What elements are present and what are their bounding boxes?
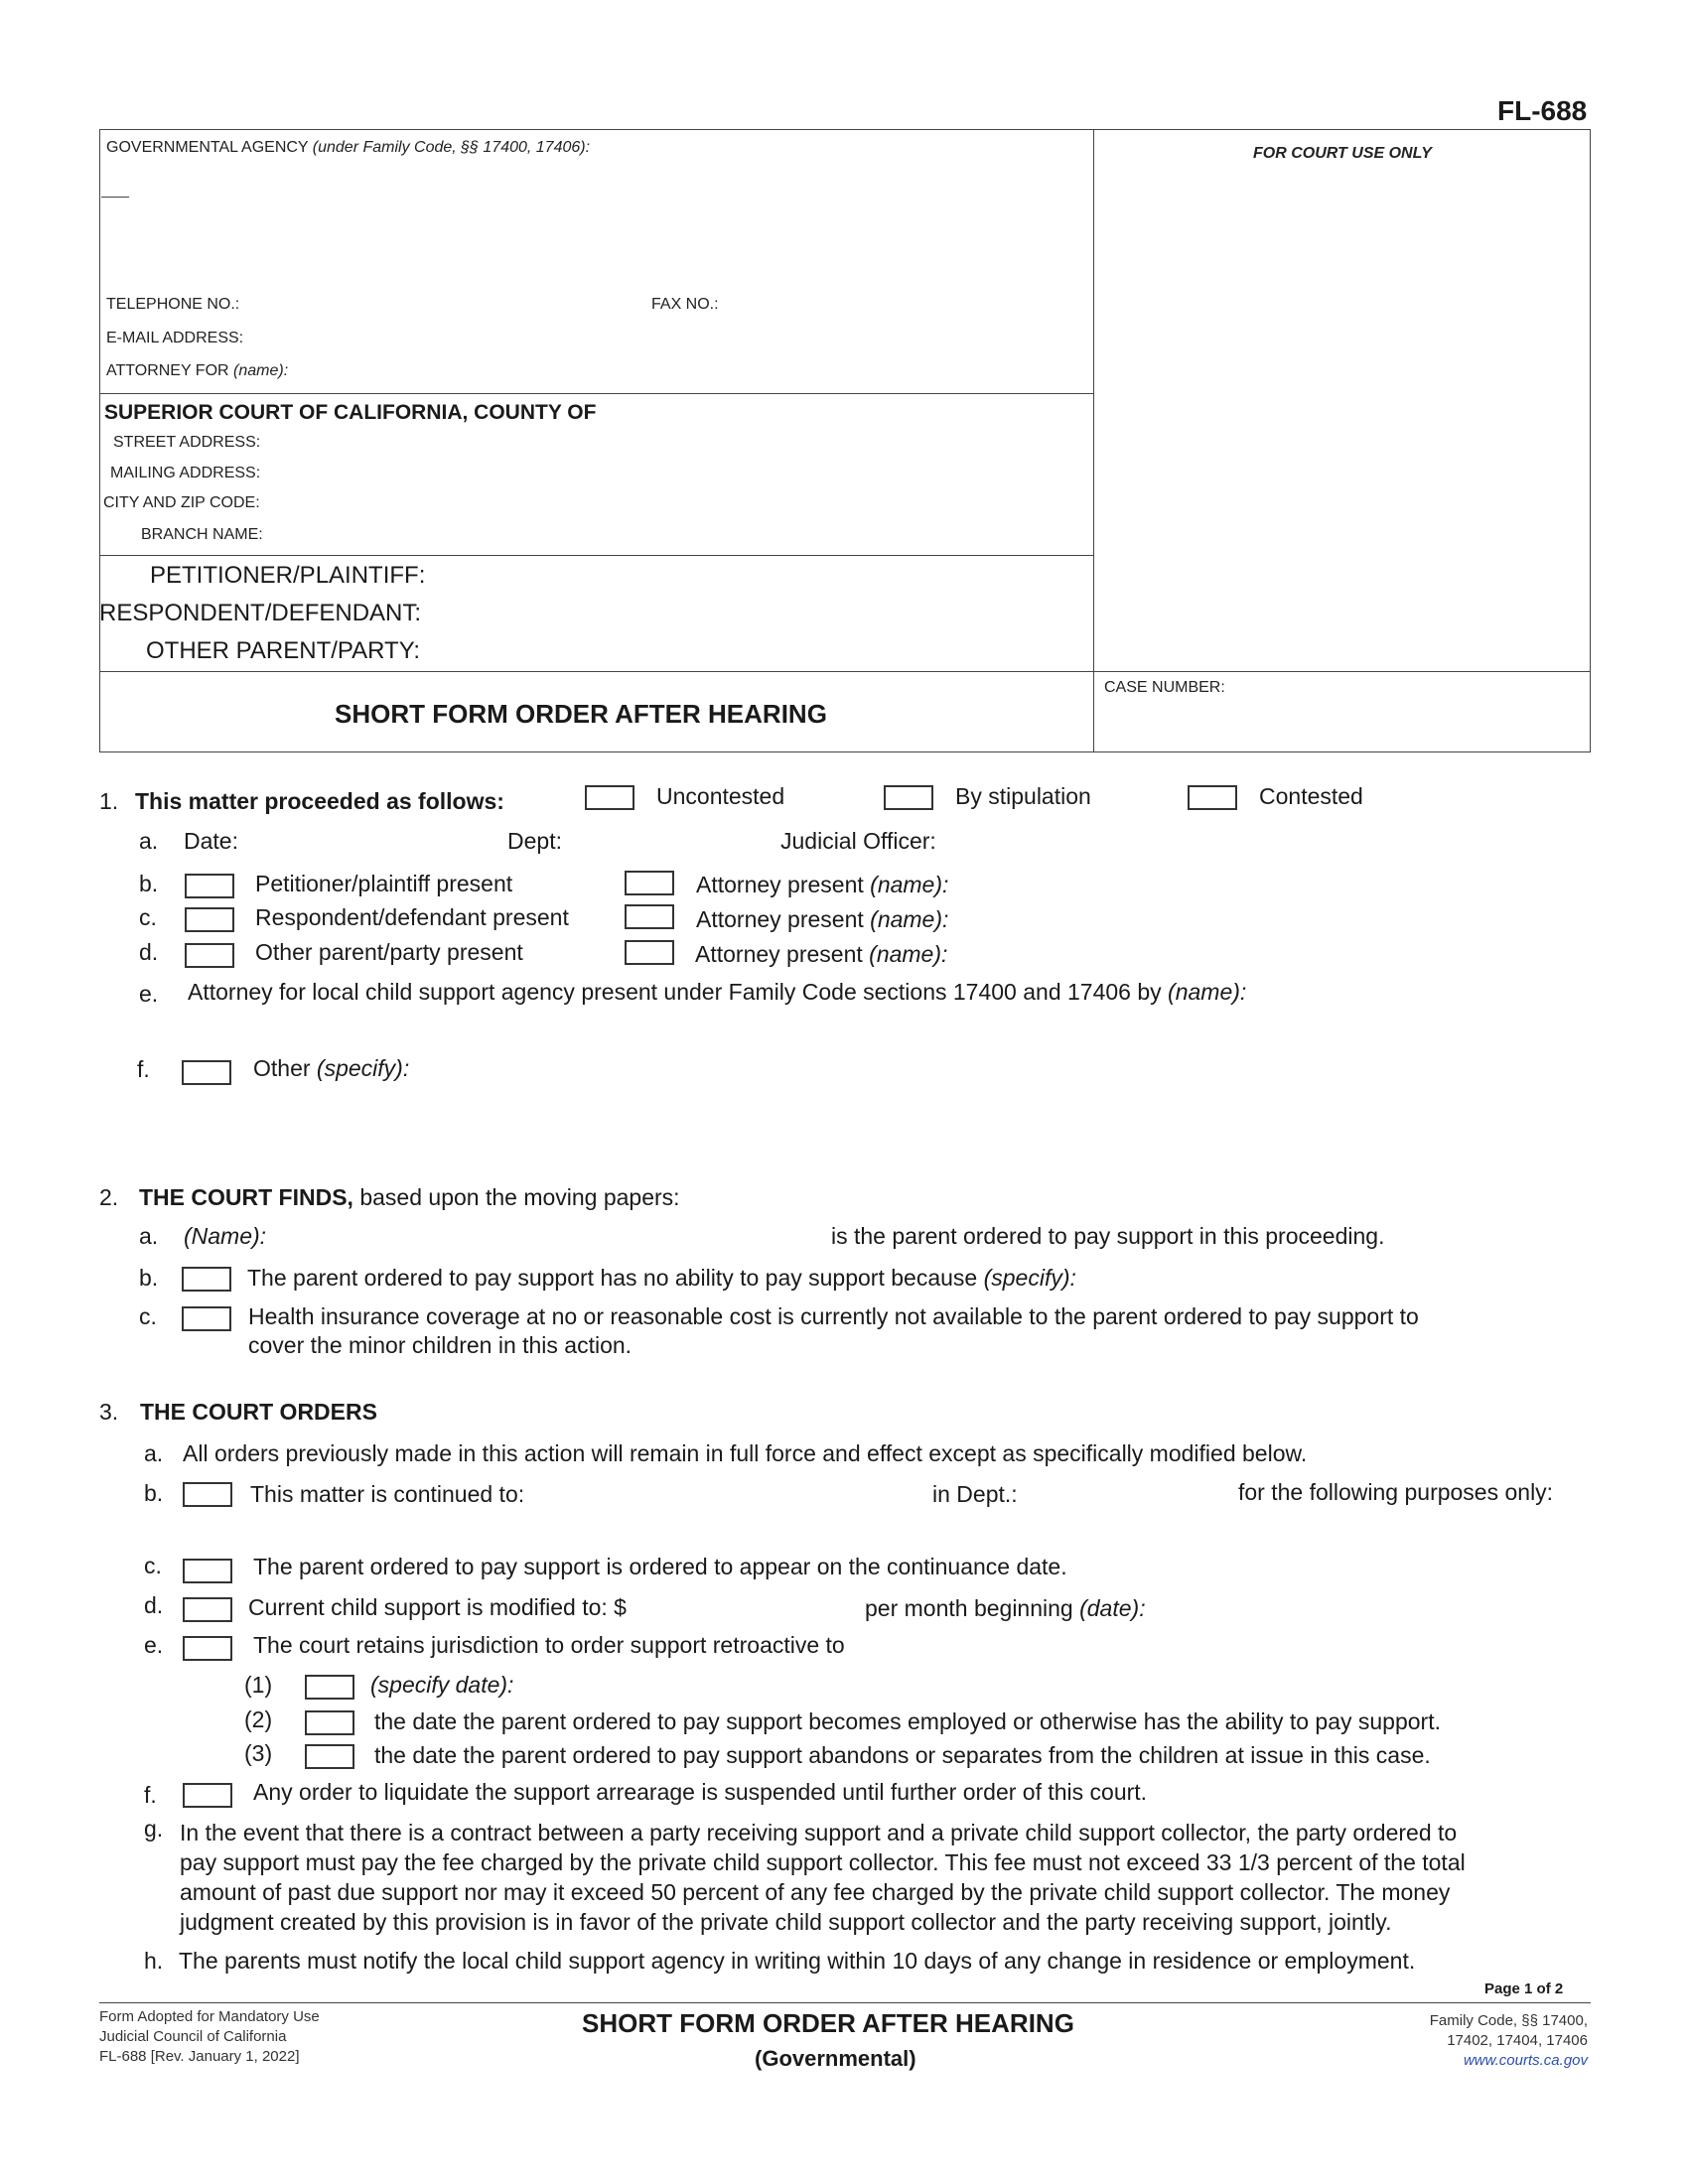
petitioner-present-label: Petitioner/plaintiff present bbox=[255, 871, 513, 896]
agency-attorney-row bbox=[188, 979, 1246, 1006]
item-1d-letter: d. bbox=[139, 939, 159, 965]
item-3d-letter: d. bbox=[144, 1592, 164, 1618]
item-2b-letter: b. bbox=[139, 1265, 159, 1291]
continued-checkbox[interactable] bbox=[183, 1482, 232, 1507]
respondent-attorney-note: (name): bbox=[870, 906, 949, 932]
other-parent-attorney-row bbox=[695, 941, 947, 968]
agency-attorney-note: (name): bbox=[1168, 979, 1247, 1005]
fax-label: FAX NO.: bbox=[651, 296, 719, 313]
stipulation-checkbox[interactable] bbox=[884, 785, 933, 810]
item-1e-letter: e. bbox=[139, 981, 159, 1007]
footer-url-link[interactable]: www.courts.ca.gov bbox=[1463, 2052, 1588, 2069]
petitioner-attorney-note: (name): bbox=[870, 872, 949, 897]
item-3c-letter: c. bbox=[144, 1553, 162, 1578]
section2-title-rest: based upon the moving papers: bbox=[359, 1184, 680, 1210]
form-title: SHORT FORM ORDER AFTER HEARING bbox=[335, 699, 827, 729]
section2-number: 2. bbox=[99, 1184, 119, 1210]
section2-title-row bbox=[139, 1184, 680, 1211]
support-modified-label: Current child support is modified to: $ bbox=[248, 1594, 627, 1620]
abandons-date-label: the date the parent ordered to pay support abandons or separates from the children at issue in this case. bbox=[374, 1742, 1431, 1768]
title-row-divider bbox=[99, 671, 1591, 672]
no-ability-label: The parent ordered to pay support has no ability to pay support because bbox=[247, 1265, 978, 1291]
hearing-date-label: Date: bbox=[184, 828, 238, 854]
caption-box-divider bbox=[1093, 129, 1094, 752]
collector-fee-line: In the event that there is a contract between a party receiving support and a private child support collector, the party ordered to bbox=[180, 1820, 1458, 1845]
item-3e2-number: (2) bbox=[244, 1706, 273, 1732]
other-parent-attorney-checkbox[interactable] bbox=[625, 940, 674, 965]
footer-rule bbox=[99, 2002, 1591, 2003]
footer-right-block bbox=[1389, 2011, 1588, 2071]
parent-ordered-text: is the parent ordered to pay support in this proceeding. bbox=[831, 1223, 1385, 1249]
support-modified-checkbox[interactable] bbox=[183, 1597, 232, 1622]
appear-checkbox[interactable] bbox=[183, 1559, 232, 1583]
footer-subtitle: (Governmental) bbox=[755, 2046, 916, 2071]
continued-purposes-label: for the following purposes only: bbox=[1238, 1479, 1554, 1505]
no-ability-checkbox[interactable] bbox=[182, 1267, 231, 1292]
petitioner-label: PETITIONER/PLAINTIFF: bbox=[150, 562, 426, 589]
petitioner-attorney-label: Attorney present bbox=[696, 872, 864, 897]
uncontested-label: Uncontested bbox=[656, 783, 785, 809]
retroactive-label: The court retains jurisdiction to order support retroactive to bbox=[253, 1632, 845, 1658]
item-2c-letter: c. bbox=[139, 1303, 157, 1329]
item-1f-letter: f. bbox=[137, 1056, 150, 1082]
other-specify-note: (specify): bbox=[316, 1055, 410, 1081]
continued-label: This matter is continued to: bbox=[250, 1481, 525, 1507]
per-month-label: per month beginning bbox=[865, 1595, 1073, 1621]
health-insurance-line2: cover the minor children in this action. bbox=[248, 1332, 633, 1358]
arrearage-checkbox[interactable] bbox=[183, 1783, 232, 1808]
parties-section-divider bbox=[99, 555, 1093, 556]
city-zip-label: CITY AND ZIP CODE: bbox=[103, 494, 260, 511]
other-specify-label: Other bbox=[253, 1055, 311, 1081]
section3-title: THE COURT ORDERS bbox=[140, 1399, 377, 1425]
item-3e3-number: (3) bbox=[244, 1740, 273, 1766]
abandons-date-checkbox[interactable] bbox=[305, 1744, 354, 1769]
collector-fee-line: judgment created by this provision is in favor of the private child support collector and the party receiving support, jointly. bbox=[180, 1909, 1392, 1935]
item-3f-letter: f. bbox=[144, 1782, 157, 1808]
section1-title: This matter proceeded as follows: bbox=[135, 788, 504, 814]
other-parent-attorney-label: Attorney present bbox=[695, 941, 863, 967]
email-label: E-MAIL ADDRESS: bbox=[106, 330, 244, 346]
item-3e-letter: e. bbox=[144, 1632, 164, 1658]
respondent-attorney-label: Attorney present bbox=[696, 906, 864, 932]
employed-date-checkbox[interactable] bbox=[305, 1710, 354, 1735]
petitioner-attorney-row bbox=[696, 872, 948, 898]
agency-attorney-label: Attorney for local child support agency present under Family Code sections 17400 and 17406 by bbox=[188, 979, 1162, 1005]
continued-dept-label: in Dept.: bbox=[932, 1481, 1018, 1507]
footer-title: SHORT FORM ORDER AFTER HEARING bbox=[582, 2008, 1074, 2038]
item-3h-letter: h. bbox=[144, 1948, 164, 1974]
collector-fee-line: pay support must pay the fee charged by the private child support collector. This fee must not exceed 33 1/3 percent of the total bbox=[180, 1849, 1466, 1875]
respondent-present-label: Respondent/defendant present bbox=[255, 904, 569, 930]
other-parent-label: OTHER PARENT/PARTY: bbox=[146, 637, 421, 664]
page-number: Page 1 of 2 bbox=[1484, 1980, 1564, 1997]
form-number: FL-688 bbox=[1497, 95, 1588, 126]
specify-date-label: (specify date): bbox=[370, 1672, 514, 1698]
other-parent-present-label: Other parent/party present bbox=[255, 939, 523, 965]
collector-fee-paragraph bbox=[180, 1818, 1466, 1937]
street-address-label: STREET ADDRESS: bbox=[113, 434, 261, 451]
section2-title: THE COURT FINDS, bbox=[139, 1184, 353, 1210]
item-3b-letter: b. bbox=[144, 1480, 164, 1506]
stipulation-label: By stipulation bbox=[955, 783, 1091, 809]
health-insurance-line1: Health insurance coverage at no or reasonable cost is currently not available to the parent ordered to pay support to bbox=[248, 1303, 1419, 1329]
petitioner-present-checkbox[interactable] bbox=[185, 874, 234, 898]
hearing-dept-label: Dept: bbox=[507, 828, 562, 854]
agency-note: (under Family Code, §§ 17400, 17406): bbox=[312, 139, 591, 156]
no-ability-row bbox=[247, 1265, 1076, 1292]
case-number-label: CASE NUMBER: bbox=[1104, 679, 1225, 696]
parent-name-label: (Name): bbox=[184, 1223, 267, 1249]
health-insurance-checkbox[interactable] bbox=[182, 1306, 231, 1331]
other-parent-attorney-note: (name): bbox=[869, 941, 948, 967]
notify-agency-text: The parents must notify the local child support agency in writing within 10 days of any change in residence or employment. bbox=[179, 1948, 1416, 1974]
contested-label: Contested bbox=[1259, 783, 1363, 809]
prior-orders-text: All orders previously made in this action will remain in full force and effect except as specifically modified below. bbox=[183, 1440, 1308, 1466]
other-parent-present-checkbox[interactable] bbox=[185, 943, 234, 968]
petitioner-attorney-checkbox[interactable] bbox=[625, 871, 674, 895]
agency-label: GOVERNMENTAL AGENCY bbox=[106, 139, 309, 156]
item-3e1-number: (1) bbox=[244, 1672, 273, 1698]
respondent-attorney-row bbox=[696, 906, 948, 933]
respondent-attorney-checkbox[interactable] bbox=[625, 904, 674, 929]
telephone-label: TELEPHONE NO.: bbox=[106, 296, 240, 313]
appear-label: The parent ordered to pay support is ordered to appear on the continuance date. bbox=[253, 1554, 1067, 1579]
footer-council: Judicial Council of California bbox=[99, 2028, 287, 2045]
court-use-only-label: FOR COURT USE ONLY bbox=[1253, 145, 1432, 162]
item-1b-letter: b. bbox=[139, 871, 159, 896]
section3-number: 3. bbox=[99, 1399, 119, 1425]
footer-left-block bbox=[99, 2007, 320, 2067]
agency-label-row bbox=[106, 139, 590, 157]
respondent-present-checkbox[interactable] bbox=[185, 907, 234, 932]
collector-fee-line: amount of past due support nor may it exceed 50 percent of any fee charged by the private child support collector. The money bbox=[180, 1879, 1451, 1905]
per-month-note: (date): bbox=[1079, 1595, 1146, 1621]
caption-box-bottom bbox=[99, 751, 1591, 752]
respondent-label: RESPONDENT/DEFENDANT: bbox=[99, 600, 422, 626]
branch-name-label: BRANCH NAME: bbox=[141, 526, 263, 543]
employed-date-label: the date the parent ordered to pay support becomes employed or otherwise has the ability to pay support. bbox=[374, 1708, 1441, 1734]
caption-box-right bbox=[1590, 129, 1591, 752]
caption-box-left bbox=[99, 129, 100, 752]
item-1c-letter: c. bbox=[139, 904, 157, 930]
attorney-for-note: (name): bbox=[233, 362, 289, 379]
section1-number: 1. bbox=[99, 788, 119, 814]
other-specify-row bbox=[253, 1055, 409, 1082]
per-month-row bbox=[865, 1595, 1146, 1622]
no-ability-note: (specify): bbox=[983, 1265, 1076, 1291]
footer-adopted: Form Adopted for Mandatory Use bbox=[99, 2008, 320, 2025]
footer-code-line1: Family Code, §§ 17400, bbox=[1429, 2012, 1588, 2029]
other-specify-checkbox[interactable] bbox=[182, 1060, 231, 1085]
agency-name-line bbox=[101, 197, 129, 198]
specify-date-checkbox[interactable] bbox=[305, 1675, 354, 1700]
uncontested-checkbox[interactable] bbox=[585, 785, 634, 810]
court-section-divider bbox=[99, 393, 1093, 394]
attorney-for-label: ATTORNEY FOR bbox=[106, 362, 229, 379]
item-2a-letter: a. bbox=[139, 1223, 159, 1249]
footer-code-line2: 17402, 17404, 17406 bbox=[1447, 2032, 1588, 2049]
attorney-for-row bbox=[106, 362, 288, 380]
item-1a-letter: a. bbox=[139, 828, 159, 854]
item-3g-letter: g. bbox=[144, 1816, 164, 1842]
arrearage-label: Any order to liquidate the support arrearage is suspended until further order of this court. bbox=[253, 1779, 1148, 1805]
retroactive-checkbox[interactable] bbox=[183, 1636, 232, 1661]
footer-form-rev: FL-688 [Rev. January 1, 2022] bbox=[99, 2048, 300, 2065]
caption-box-top bbox=[99, 129, 1591, 130]
mailing-address-label: MAILING ADDRESS: bbox=[110, 465, 261, 481]
contested-checkbox[interactable] bbox=[1188, 785, 1237, 810]
court-title: SUPERIOR COURT OF CALIFORNIA, COUNTY OF bbox=[104, 401, 597, 424]
judicial-officer-label: Judicial Officer: bbox=[780, 828, 936, 854]
item-3a-letter: a. bbox=[144, 1440, 164, 1466]
